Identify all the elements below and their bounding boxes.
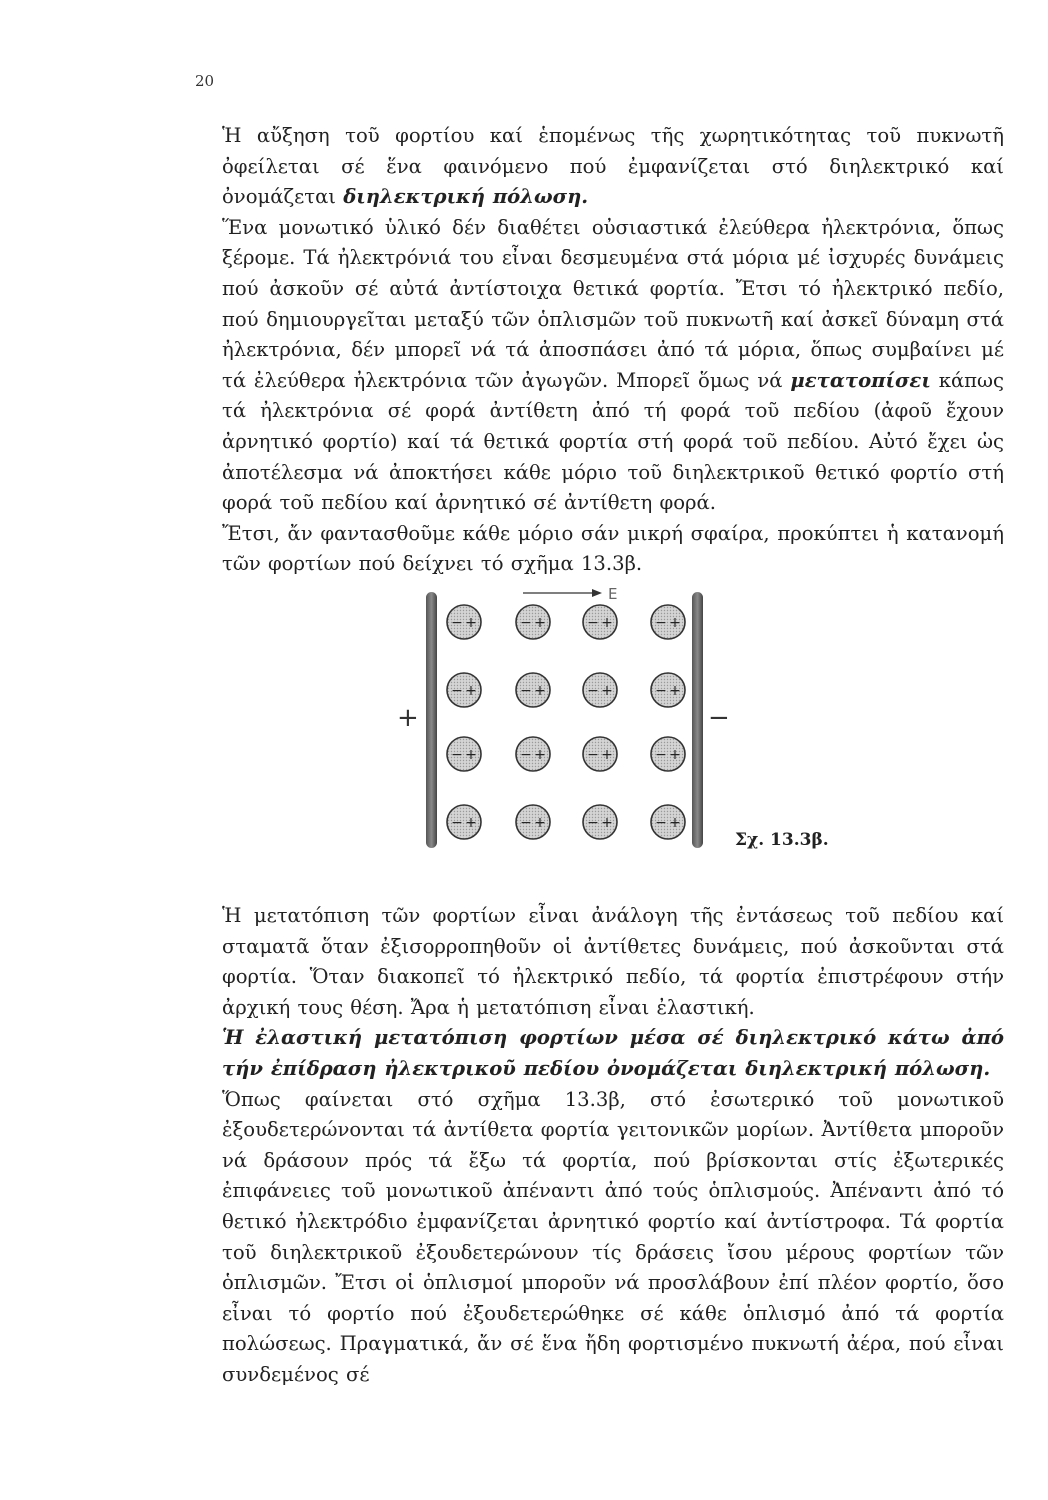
molecule	[651, 673, 685, 707]
molecule-negative-sign: −	[520, 615, 532, 631]
molecule-positive-sign: +	[465, 683, 477, 699]
molecule	[516, 805, 550, 839]
molecule-negative-sign: −	[655, 815, 667, 831]
molecule-positive-sign: +	[601, 683, 613, 699]
molecule-negative-sign: −	[587, 815, 599, 831]
paragraph-1-text: Ἡ αὔξηση τοῦ φορτίου καί ἑπομένως τῆς χωρητικότητας τοῦ πυκνωτῆ ὀφείλεται σέ ἕνα φαινόμενο πού ἐμφανίζεται στό διηλεκτρικό καί ὀνομάζεται	[222, 124, 1004, 209]
molecule	[447, 737, 481, 771]
molecule	[583, 673, 617, 707]
molecule-negative-sign: −	[520, 683, 532, 699]
paragraph-6: Ὅπως φαίνεται στό σχῆμα 13.3β, στό ἐσωτερικό τοῦ μονωτικοῦ ἐξουδετερώνονται τά ἀντίθετα φορτία γειτονικῶν μορίων. Ἀντίθετα μποροῦν νά δράσουν πρός τά ἔξω τά φορτία, πού βρίσκονται στίς ἐξωτερικές ἐπιφάνειες τοῦ μονωτικοῦ ἀπέναντι ἀπό τούς ὁπλισμούς. Ἀπέναντι ἀπό τό θετικό ἠλεκτρόδιο ἐμφανίζεται ἀρνητικό φορτίο καί ἀντίστροφα. Τά φορτία τοῦ διηλεκτρικοῦ ἐξουδετερώνουν τίς δράσεις ἴσου μέρους φορτίων τῶν ὁπλισμῶν. Ἔτσι οἱ ὁπλισμοί μποροῦν νά προσλάβουν ἐπί πλέον φορτίο, ὅσο εἶναι τό φορτίο πού ἐξουδετερώθηκε σέ κάθε ὁπλισμό ἀπό τά φορτία πολώσεως. Πραγματικά, ἄν σέ ἕνα ἤδη φορτισμένο πυκνωτή ἀέρα, πού εἶναι συνδεμένος σέ	[222, 1087, 1004, 1386]
molecule-negative-sign: −	[655, 747, 667, 763]
polarization-diagram	[390, 582, 860, 872]
molecule-negative-sign: −	[587, 615, 599, 631]
definition-paragraph: Ἡ ἐλαστική μετατόπιση φορτίων μέσα σέ διηλεκτρικό κάτω ἀπό τήν ἐπίδραση ἠλεκτρικοῦ πεδίου ὀνομάζεται διηλεκτρική πόλωση.	[222, 1026, 1004, 1080]
molecule	[651, 805, 685, 839]
molecule-negative-sign: −	[520, 815, 532, 831]
molecule-positive-sign: +	[669, 615, 681, 631]
paragraph-2	[222, 213, 1004, 519]
page-number: 20	[195, 72, 215, 90]
molecule-positive-sign: +	[601, 615, 613, 631]
molecule-negative-sign: −	[655, 683, 667, 699]
molecule	[516, 673, 550, 707]
molecule-negative-sign: −	[451, 615, 463, 631]
positive-plate-sign: +	[397, 703, 419, 733]
right-plate	[692, 592, 703, 848]
figure-13-3b	[390, 582, 860, 872]
molecule	[583, 605, 617, 639]
molecule-positive-sign: +	[669, 683, 681, 699]
field-arrow	[523, 589, 602, 597]
term-dielectric-polarization: διηλεκτρική πόλωση.	[343, 185, 589, 209]
molecule-negative-sign: −	[587, 683, 599, 699]
molecule	[447, 673, 481, 707]
molecule-grid	[447, 605, 685, 839]
molecule	[651, 605, 685, 639]
paragraph-2-text-b: κάπως τά ἠλεκτρόνια σέ φορά ἀντίθετη ἀπό τή φορά τοῦ πεδίου (ἀφοῦ ἔχουν ἀρνητικό φορτίο) καί τά θετικά φορτία στή φορά τοῦ πεδίου. Αὐτό ἔχει ὡς ἀποτέλεσμα νά ἀποκτήσει κάθε μόριο τοῦ διηλεκτρικοῦ θετικό φορτίο στή φορά τοῦ πεδίου καί ἀρνητικό σέ ἀντίθετη φορά.	[222, 368, 1005, 515]
molecule-positive-sign: +	[669, 747, 681, 763]
molecule-positive-sign: +	[601, 815, 613, 831]
paragraph-3: Ἔτσι, ἄν φαντασθοῦμε κάθε μόριο σάν μικρή σφαίρα, προκύπτει ἡ κατανομή τῶν φορτίων πού δείχνει τό σχῆμα 13.3β.	[222, 521, 1004, 576]
molecule-negative-sign: −	[587, 747, 599, 763]
molecule	[447, 805, 481, 839]
molecule-negative-sign: −	[451, 747, 463, 763]
paragraph-2-text-a: Ἕνα μονωτικό ὑλικό δέν διαθέτει οὐσιαστικά ἐλεύθερα ἠλεκτρόνια, ὅπως ξέρομε. Τά ἠλεκτρόνιά του εἶναι δεσμευμένα στά μόρια μέ ἰσχυρές δυνάμεις πού ἀσκοῦν σέ αὐτά ἀντίστοιχα θετικά φορτία. Ἔτσι τό ἠλεκτρικό πεδίο, πού δημιουργεῖται μεταξύ τῶν ὁπλισμῶν τοῦ πυκνωτῆ καί ἀσκεῖ δύναμη στά ἠλεκτρόνια, δέν μπορεῖ νά τά ἀποσπάσει ἀπό τά μόρια, ὅπως συμβαίνει μέ τά ἐλεύθερα ἠλεκτρόνια τῶν ἀγωγῶν. Μπορεῖ ὅμως νά	[222, 215, 1004, 392]
molecule	[651, 737, 685, 771]
molecule	[583, 737, 617, 771]
paragraph-4: Ἡ μετατόπιση τῶν φορτίων εἶναι ἀνάλογη τῆς ἐντάσεως τοῦ πεδίου καί σταματᾶ ὅταν ἐξισορροπηθοῦν οἱ ἀντίθετες δυνάμεις, πού ἀσκοῦνται στά φορτία. Ὅταν διακοπεῖ τό ἠλεκτρικό πεδίο, τά φορτία ἐπιστρέφουν στήν ἀρχική τους θέση. Ἄρα ἡ μετατόπιση εἶναι ἐλαστική.	[222, 904, 1004, 1019]
molecule-positive-sign: +	[534, 683, 546, 699]
molecule-positive-sign: +	[465, 747, 477, 763]
figure-caption: Σχ. 13.3β.	[735, 830, 829, 850]
molecule	[447, 605, 481, 639]
paragraph-1	[222, 121, 1004, 213]
molecule	[516, 605, 550, 639]
term-displace: μετατοπίσει	[790, 368, 931, 392]
top-text-block	[222, 121, 1004, 580]
molecule-positive-sign: +	[465, 815, 477, 831]
molecule-positive-sign: +	[601, 747, 613, 763]
molecule-positive-sign: +	[534, 615, 546, 631]
molecule-positive-sign: +	[534, 815, 546, 831]
molecule-positive-sign: +	[669, 815, 681, 831]
molecule-negative-sign: −	[520, 747, 532, 763]
molecule	[583, 805, 617, 839]
molecule-positive-sign: +	[534, 747, 546, 763]
molecule-positive-sign: +	[465, 615, 477, 631]
molecule	[516, 737, 550, 771]
molecule-negative-sign: −	[451, 815, 463, 831]
bottom-text-block	[222, 901, 1004, 1391]
negative-plate-sign: −	[708, 703, 730, 733]
field-label: E	[608, 585, 618, 603]
molecule-negative-sign: −	[655, 615, 667, 631]
molecule-negative-sign: −	[451, 683, 463, 699]
left-plate	[426, 592, 437, 848]
